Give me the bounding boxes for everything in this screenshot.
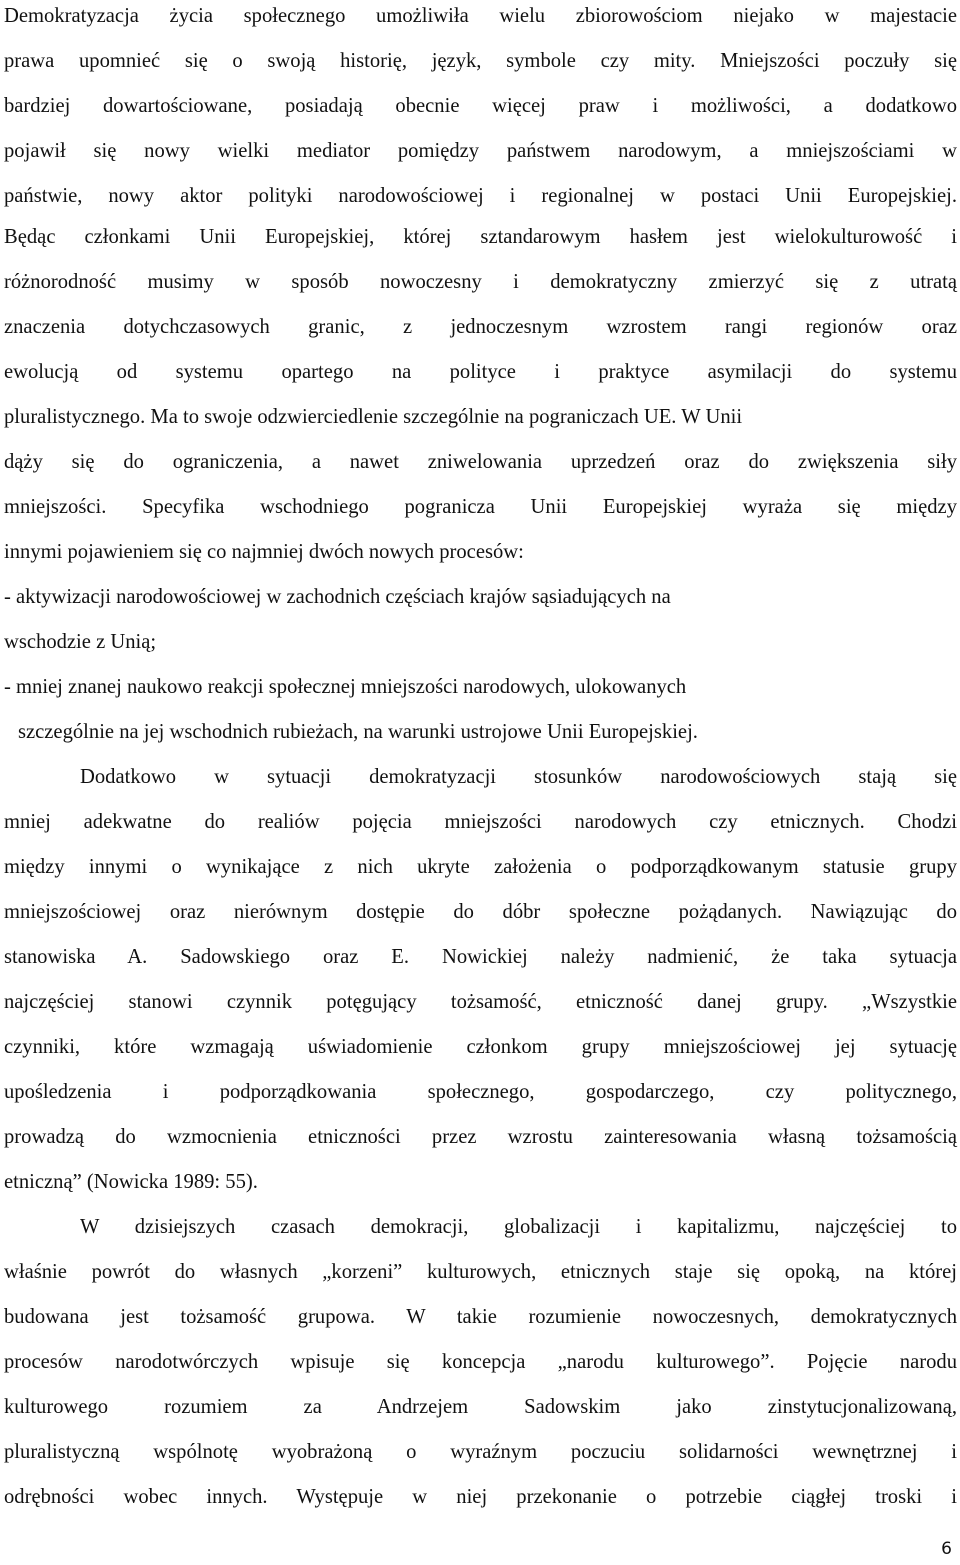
text-line: kulturowego rozumiem za Andrzejem Sadowskim jako zinstytucjonalizowaną,: [4, 1396, 957, 1418]
text-line: mniej adekwatne do realiów pojęcia mniejszości narodowych czy etnicznych. Chodzi: [4, 811, 957, 833]
text-line: pluralistyczną wspólnotę wyobrażoną o wyraźnym poczuciu solidarności wewnętrznej i: [4, 1441, 957, 1463]
text-line: odrębności wobec innych. Występuje w niej przekonanie o potrzebie ciągłej troski i: [4, 1486, 957, 1508]
text-line: Będąc członkami Unii Europejskiej, której sztandarowym hasłem jest wielokulturowość i: [4, 226, 957, 248]
text-line: pojawił się nowy wielki mediator pomiędzy państwem narodowym, a mniejszościami w: [4, 140, 957, 162]
text-line: wschodzie z Unią;: [4, 631, 157, 653]
text-line: ewolucją od systemu opartego na polityce i praktyce asymilacji do systemu: [4, 361, 957, 383]
text-line: budowana jest tożsamość grupowa. W takie rozumienie nowoczesnych, demokratycznych: [4, 1306, 957, 1328]
paragraph-first-line: W dzisiejszych czasach demokracji, globalizacji i kapitalizmu, najczęściej to: [80, 1216, 957, 1238]
text-line: prawa upomnieć się o swoją historię, język, symbole czy mity. Mniejszości poczuły się: [4, 50, 957, 72]
text-line: czynniki, które wzmagają uświadomienie członkom grupy mniejszościowej jej sytuację: [4, 1036, 957, 1058]
list-item: - aktywizacji narodowościowej w zachodnich częściach krajów sąsiadujących na: [4, 586, 671, 608]
text-line: prowadzą do wzmocnienia etniczności przez wzrostu zainteresowania własną tożsamością: [4, 1126, 957, 1148]
text-line: właśnie powrót do własnych „korzeni” kulturowych, etnicznych staje się opoką, na której: [4, 1261, 957, 1283]
text-line: innymi pojawieniem się co najmniej dwóch nowych procesów:: [4, 541, 524, 563]
page-number: 6: [941, 1539, 952, 1559]
text-line: bardziej dowartościowane, posiadają obecnie więcej praw i możliwości, a dodatkowo: [4, 95, 957, 117]
text-line: mniejszości. Specyfika wschodniego pogranicza Unii Europejskiej wyraża się między: [4, 496, 957, 518]
text-line: stanowiska A. Sadowskiego oraz E. Nowickiej należy nadmienić, że taka sytuacja: [4, 946, 957, 968]
text-line: między innymi o wynikające z nich ukryte założenia o podporządkowanym statusie grupy: [4, 856, 957, 878]
text-line: etniczną” (Nowicka 1989: 55).: [4, 1171, 258, 1193]
paragraph-first-line: Dodatkowo w sytuacji demokratyzacji stosunków narodowościowych stają się: [80, 766, 957, 788]
text-line: szczególnie na jej wschodnich rubieżach, na warunki ustrojowe Unii Europejskiej.: [18, 721, 698, 743]
text-line: różnorodność musimy w sposób nowoczesny i demokratyczny zmierzyć się z utratą: [4, 271, 957, 293]
text-line: mniejszościowej oraz nierównym dostępie do dóbr społeczne pożądanych. Nawiązując do: [4, 901, 957, 923]
text-line: procesów narodotwórczych wpisuje się koncepcja „narodu kulturowego”. Pojęcie narodu: [4, 1351, 957, 1373]
text-line: Demokratyzacja życia społecznego umożliwiła wielu zbiorowościom niejako w majestacie: [4, 5, 957, 27]
text-line: upośledzenia i podporządkowania społecznego, gospodarczego, czy politycznego,: [4, 1081, 957, 1103]
list-item: - mniej znanej naukowo reakcji społecznej mniejszości narodowych, ulokowanych: [4, 676, 687, 698]
text-line: pluralistycznego. Ma to swoje odzwierciedlenie szczególnie na pograniczach UE. W Unii: [4, 406, 743, 428]
text-line: znaczenia dotychczasowych granic, z jednoczesnym wzrostem rangi regionów oraz: [4, 316, 957, 338]
text-line: państwie, nowy aktor polityki narodowościowej i regionalnej w postaci Unii Europejskiej.: [4, 185, 957, 207]
text-line: najczęściej stanowi czynnik potęgujący tożsamość, etniczność danej grupy. „Wszystkie: [4, 991, 957, 1013]
text-line: dąży się do ograniczenia, a nawet zniwelowania uprzedzeń oraz do zwiększenia siły: [4, 451, 957, 473]
